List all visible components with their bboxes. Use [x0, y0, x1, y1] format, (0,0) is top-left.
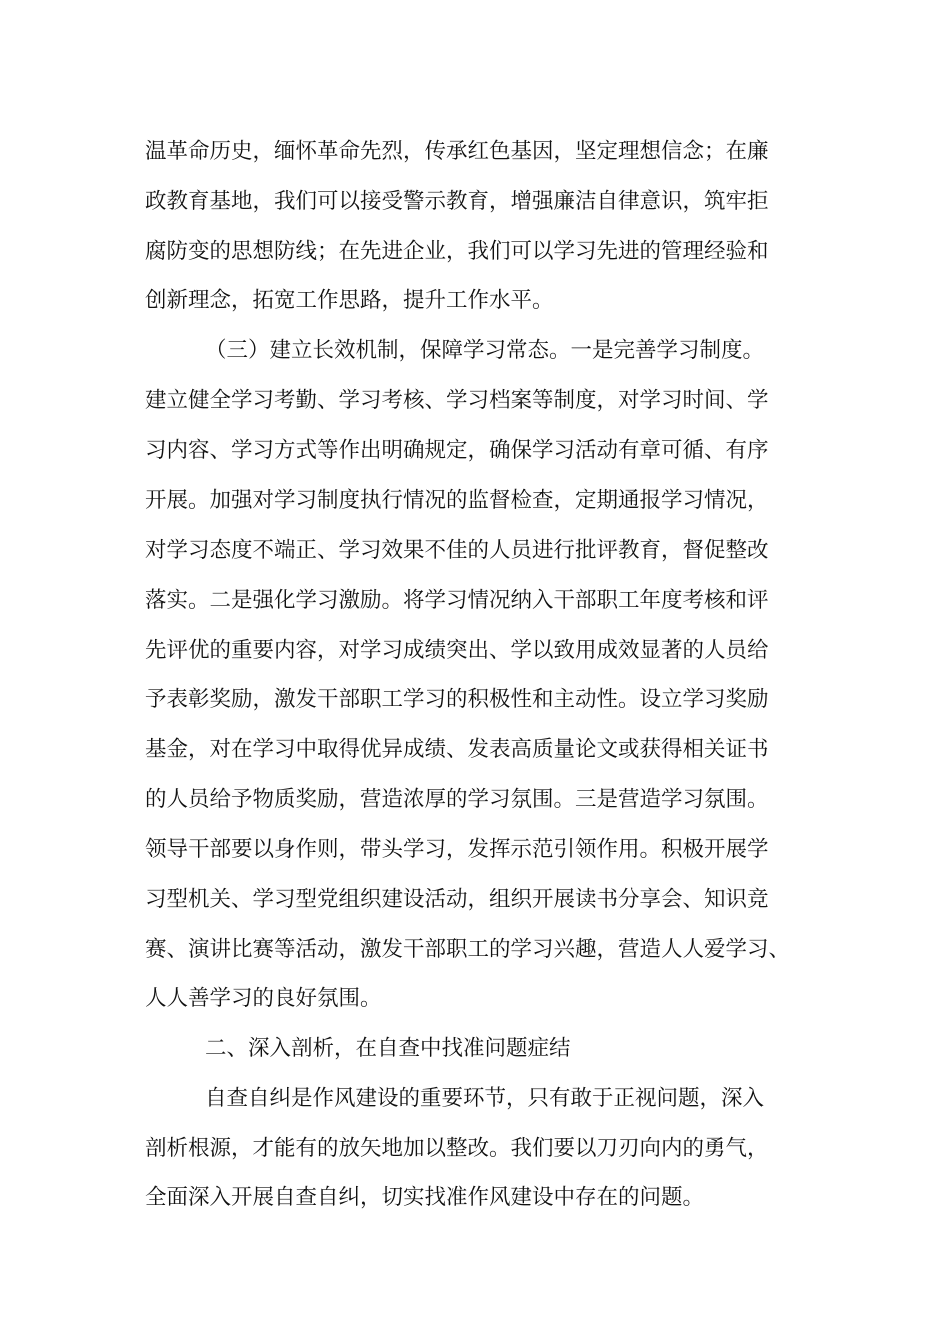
text-line: 建立健全学习考勤、学习考核、学习档案等制度，对学习时间、学 — [145, 388, 769, 413]
text-line: 人人善学习的良好氛围。 — [145, 986, 382, 1011]
text-line: 习型机关、学习型党组织建设活动，组织开展读书分享会、知识竞 — [145, 887, 769, 912]
section-heading-line: （三）建立长效机制，保障学习常态。一是完善学习制度。 — [205, 338, 765, 363]
text-line: 对学习态度不端正、学习效果不佳的人员进行批评教育，督促整改 — [145, 538, 769, 563]
text-line: 全面深入开展自查自纠，切实找准作风建设中存在的问题。 — [145, 1185, 705, 1210]
text-line: 予表彰奖励，激发干部职工学习的积极性和主动性。设立学习奖励 — [145, 687, 769, 712]
chapter-heading-line: 二、深入剖析，在自查中找准问题症结 — [205, 1036, 571, 1061]
text-line: 基金，对在学习中取得优异成绩、发表高质量论文或获得相关证书 — [145, 737, 769, 762]
text-line: 自查自纠是作风建设的重要环节，只有敢于正视问题，深入 — [205, 1086, 765, 1111]
text-line: 政教育基地，我们可以接受警示教育，增强廉洁自律意识，筑牢拒 — [145, 189, 769, 214]
text-line: 的人员给予物质奖励，营造浓厚的学习氛围。三是营造学习氛围。 — [145, 787, 769, 812]
text-line: 腐防变的思想防线；在先进企业，我们可以学习先进的管理经验和 — [145, 239, 769, 264]
text-line: 习内容、学习方式等作出明确规定，确保学习活动有章可循、有序 — [145, 438, 769, 463]
text-line: 开展。加强对学习制度执行情况的监督检查，定期通报学习情况， — [145, 488, 769, 513]
text-line: 剖析根源，才能有的放矢地加以整改。我们要以刀刃向内的勇气， — [145, 1136, 769, 1161]
text-line: 领导干部要以身作则，带头学习，发挥示范引领作用。积极开展学 — [145, 837, 769, 862]
text-line: 赛、演讲比赛等活动，激发干部职工的学习兴趣，营造人人爱学习、 — [145, 937, 791, 962]
text-line: 温革命历史，缅怀革命先烈，传承红色基因，坚定理想信念；在廉 — [145, 139, 769, 164]
text-line: 创新理念，拓宽工作思路，提升工作水平。 — [145, 288, 554, 313]
text-line: 先评优的重要内容，对学习成绩突出、学以致用成效显著的人员给 — [145, 638, 769, 663]
text-line: 落实。二是强化学习激励。将学习情况纳入干部职工年度考核和评 — [145, 588, 769, 613]
